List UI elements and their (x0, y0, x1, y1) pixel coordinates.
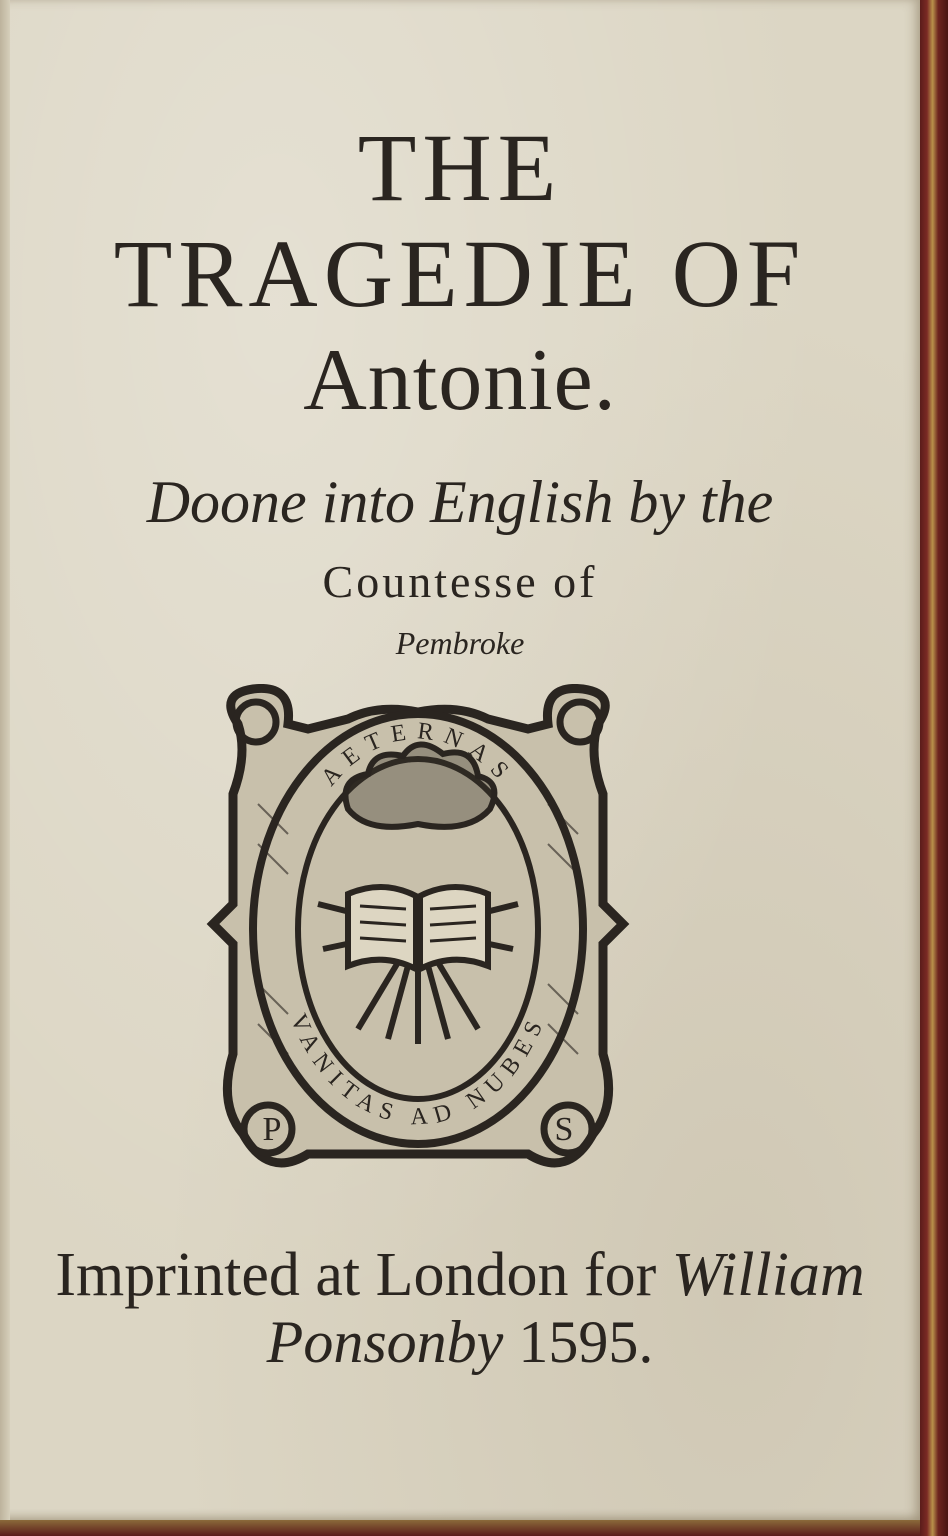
binding-bottom-edge (0, 1520, 920, 1536)
title-line-tragedie: TRAGEDIE OF (113, 220, 807, 327)
subtitle-line-countesse: Countesse of (322, 556, 598, 607)
subtitle-line-pembroke: Pembroke (395, 625, 525, 661)
binding-fore-edge (920, 0, 948, 1536)
imprint-year: 1595. (518, 1309, 654, 1375)
device-initial-s: S (554, 1111, 574, 1148)
device-initial-p: P (262, 1111, 282, 1148)
imprint-place: Imprinted at London for (55, 1241, 657, 1309)
title-line-the: THE (357, 114, 563, 221)
subtitle-line-doone: Doone into English by the (146, 469, 774, 535)
printers-device-woodcut-icon (198, 684, 638, 1184)
imprint-line-1 (0, 1240, 920, 1311)
device-motto-bottom: VANITAS AD NUBES (284, 1010, 552, 1131)
device-motto-top: AETERNAS (316, 718, 520, 792)
imprint-publisher-first: William (671, 1241, 865, 1309)
imprint-line-2 (0, 1308, 920, 1377)
title-line-antonie: Antonie. (303, 332, 617, 429)
imprint-publisher-last: Ponsonby (266, 1309, 504, 1375)
